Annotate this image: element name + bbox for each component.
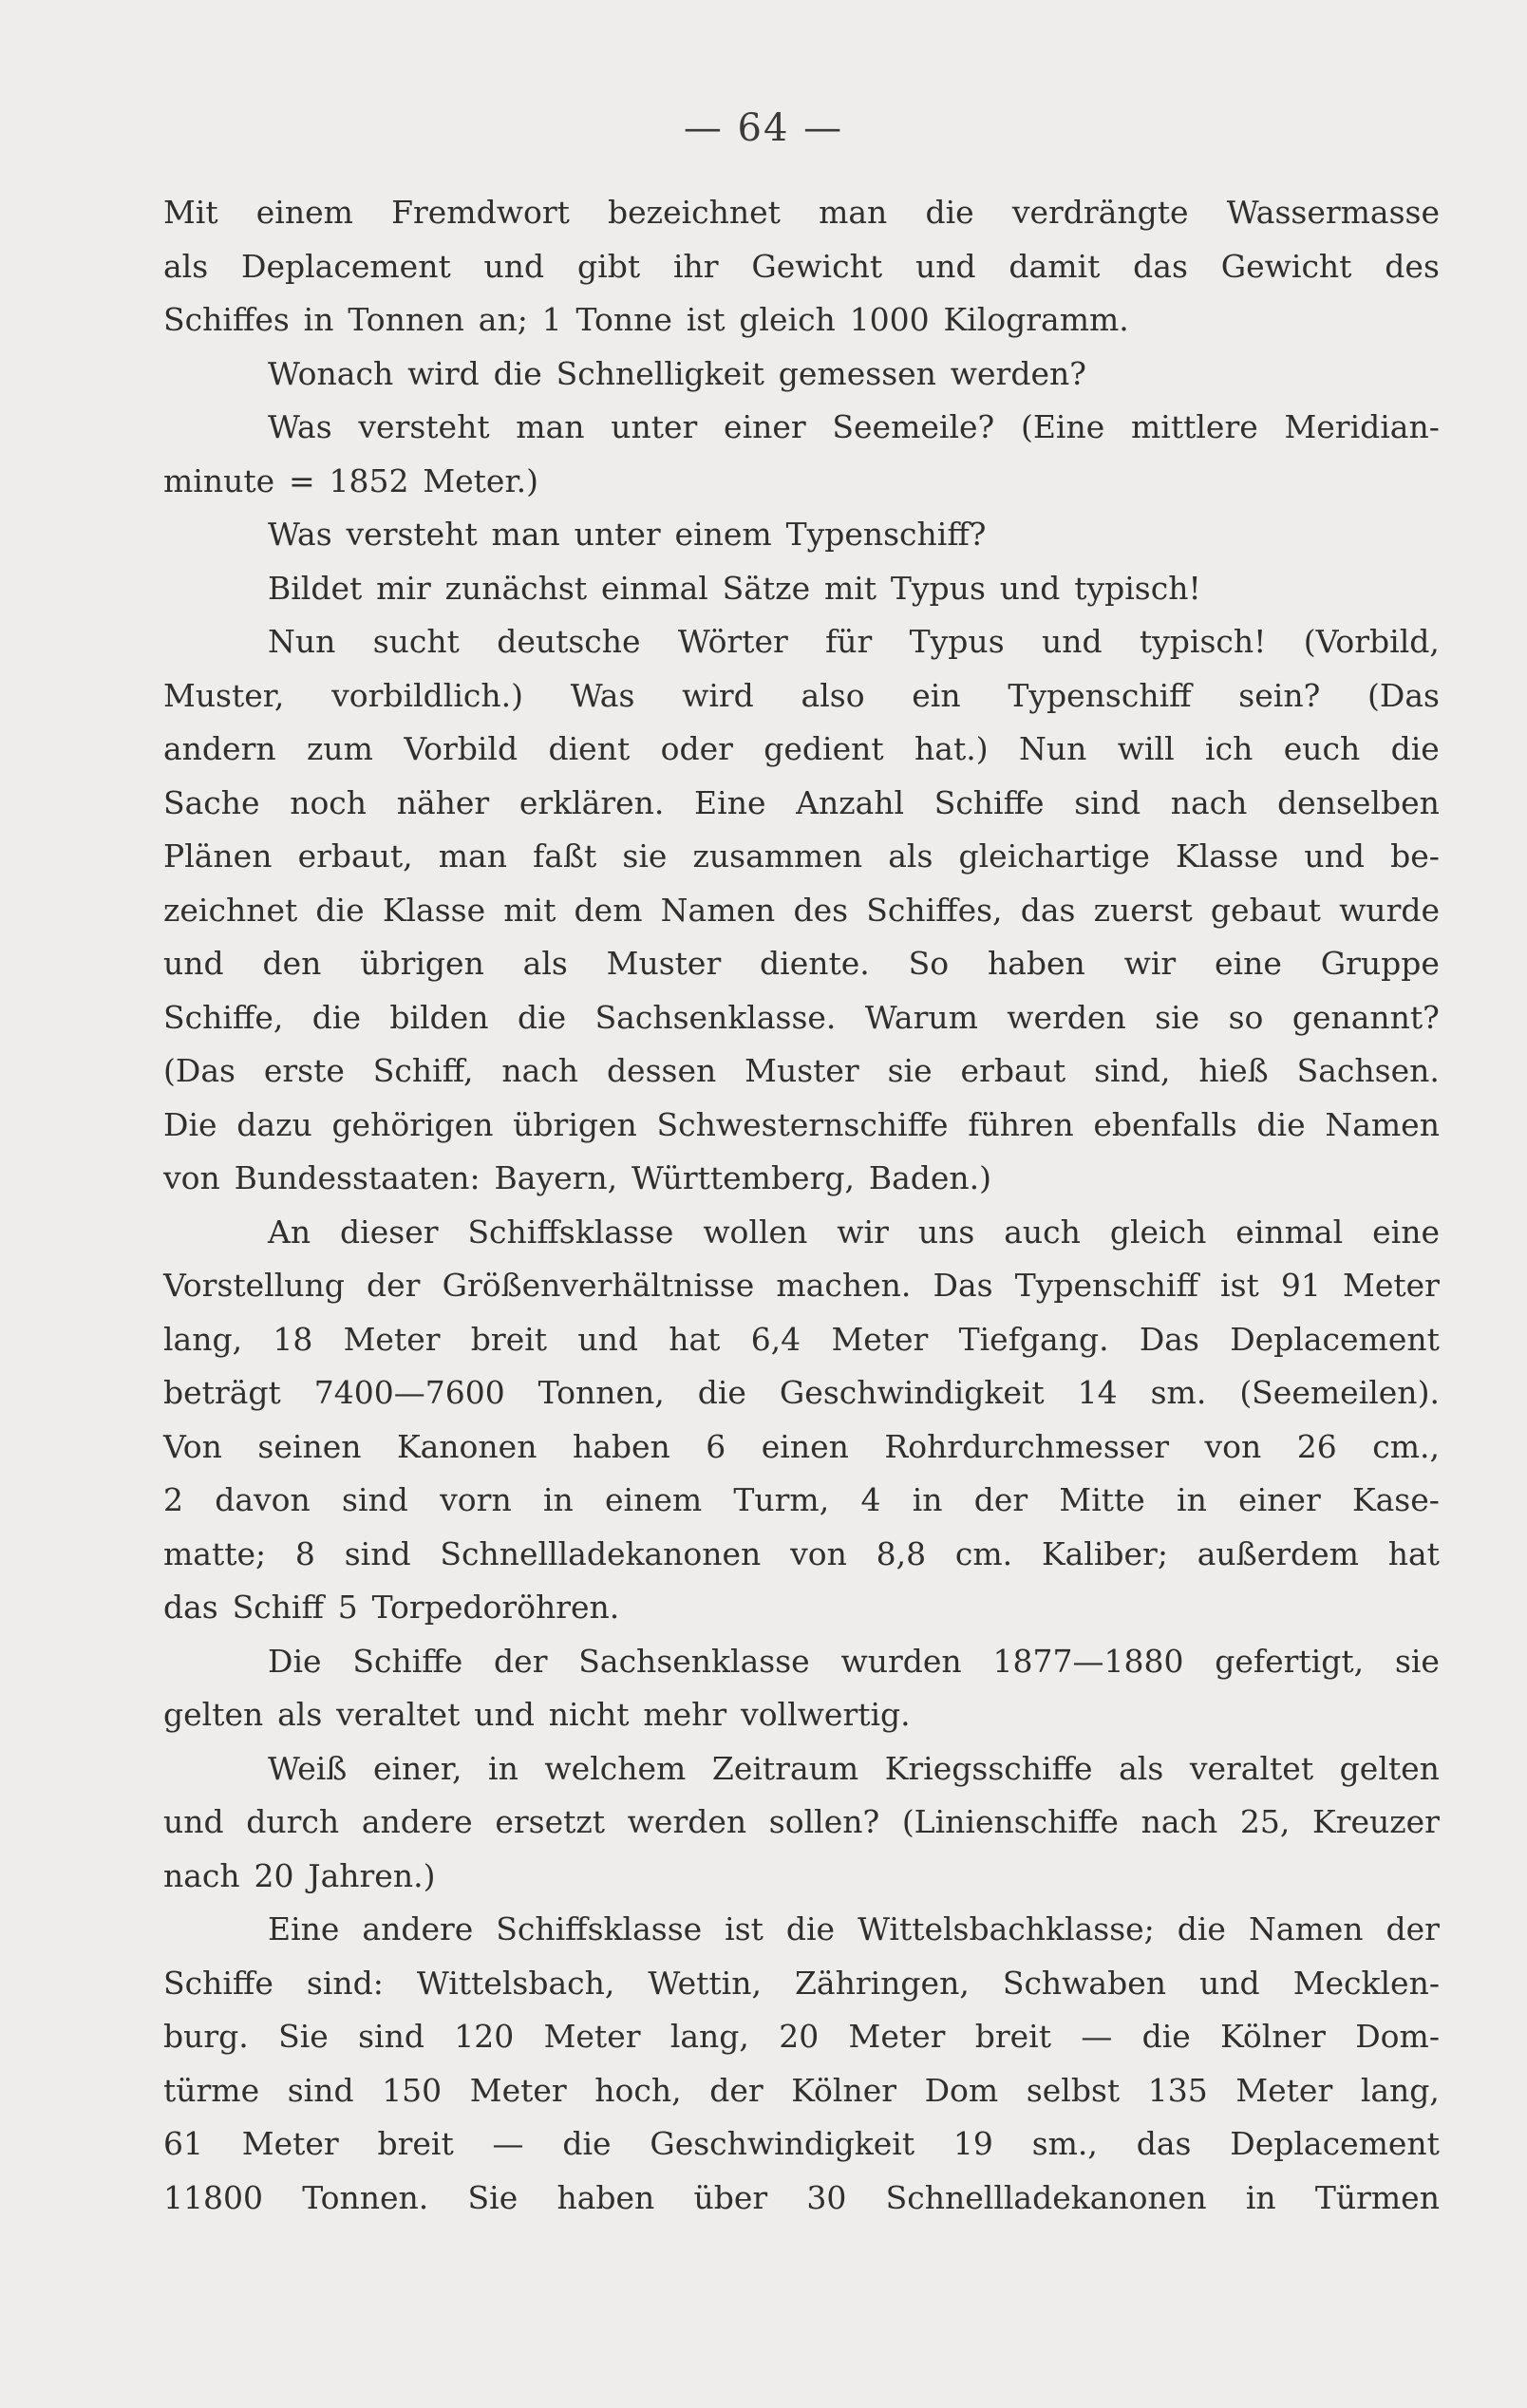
text-line: Weiß einer, in welchem Zeitraum Kriegsschiffe als veraltet gelten — [268, 1749, 1440, 1787]
paragraph — [163, 615, 1440, 1206]
text-line: nach 20 Jahren.) — [163, 1856, 436, 1894]
text-line: Wonach wird die Schnelligkeit gemessen werden? — [268, 354, 1086, 392]
body-text — [163, 186, 1440, 2225]
text-line: Mit einem Fremdwort bezeichnet man die verdrängte Wassermasse — [163, 194, 1440, 231]
paragraph — [163, 401, 1440, 508]
text-line: Was versteht man unter einer Seemeile? (Eine mittlere Meridian- — [268, 408, 1440, 445]
text-line: matte; 8 sind Schnellladekanonen von 8,8 cm. Kaliber; außerdem hat — [163, 1534, 1440, 1572]
text-line: Schiffe sind: Wittelsbach, Wettin, Zähringen, Schwaben und Mecklen- — [163, 1964, 1440, 2002]
text-line: Schiffe, die bilden die Sachsenklasse. Warum werden sie so genannt? — [163, 998, 1440, 1036]
text-line: 61 Meter breit — die Geschwindigkeit 19 sm., das Deplacement — [163, 2125, 1440, 2162]
text-line: und durch andere ersetzt werden sollen? (Linienschiffe nach 25, Kreuzer — [163, 1803, 1440, 1840]
text-line: Vorstellung der Größenverhältnisse machen. Das Typenschiff ist 91 Meter — [163, 1267, 1440, 1304]
text-line: lang, 18 Meter breit und hat 6,4 Meter Tiefgang. Das Deplacement — [163, 1320, 1440, 1358]
text-line: Muster, vorbildlich.) Was wird also ein Typenschiff sein? (Das — [163, 676, 1440, 714]
text-line: Bildet mir zunächst einmal Sätze mit Typus und typisch! — [268, 569, 1201, 607]
text-line: als Deplacement und gibt ihr Gewicht und damit das Gewicht des — [163, 247, 1440, 285]
text-line: beträgt 7400—7600 Tonnen, die Geschwindigkeit 14 sm. (Seemeilen). — [163, 1374, 1440, 1411]
paragraph — [163, 1903, 1440, 2225]
text-line: Von seinen Kanonen haben 6 einen Rohrdurchmesser von 26 cm., — [163, 1427, 1440, 1465]
text-line: Eine andere Schiffsklasse ist die Wittelsbachklasse; die Namen der — [268, 1910, 1440, 1947]
text-line: türme sind 150 Meter hoch, der Kölner Dom selbst 135 Meter lang, — [163, 2071, 1440, 2109]
paragraph — [163, 1635, 1440, 1742]
text-line: (Das erste Schiff, nach dessen Muster sie erbaut sind, hieß Sachsen. — [163, 1052, 1440, 1089]
page-number: — 64 — — [683, 106, 844, 150]
text-line: An dieser Schiffsklasse wollen wir uns auch gleich einmal eine — [268, 1213, 1440, 1251]
text-line: Schiffes in Tonnen an; 1 Tonne ist gleich 1000 Kilogramm. — [163, 301, 1129, 338]
text-line: Was versteht man unter einem Typenschiff? — [268, 516, 987, 553]
paragraph — [163, 348, 1440, 402]
text-line: gelten als veraltet und nicht mehr vollwertig. — [163, 1696, 911, 1733]
paragraph — [163, 1206, 1440, 1635]
paragraph — [163, 1742, 1440, 1904]
text-line: andern zum Vorbild dient oder gedient hat.) Nun will ich euch die — [163, 730, 1440, 767]
text-line: von Bundesstaaten: Bayern, Württemberg, Baden.) — [163, 1159, 992, 1196]
text-line: und den übrigen als Muster diente. So haben wir eine Gruppe — [163, 945, 1440, 982]
text-line: Die Schiffe der Sachsenklasse wurden 1877—1880 gefertigt, sie — [268, 1642, 1440, 1680]
text-line: Die dazu gehörigen übrigen Schwesternschiffe führen ebenfalls die Namen — [163, 1105, 1440, 1143]
text-line: Sache noch näher erklären. Eine Anzahl Schiffe sind nach denselben — [163, 783, 1440, 821]
paragraph — [163, 508, 1440, 562]
text-line: das Schiff 5 Torpedoröhren. — [163, 1589, 620, 1626]
text-line: Plänen erbaut, man faßt sie zusammen als gleichartige Klasse und be- — [163, 837, 1440, 875]
paragraph — [163, 562, 1440, 616]
text-line: burg. Sie sind 120 Meter lang, 20 Meter breit — die Kölner Dom- — [163, 2018, 1440, 2055]
text-line: Nun sucht deutsche Wörter für Typus und typisch! (Vorbild, — [268, 623, 1440, 660]
text-line: 2 davon sind vorn in einem Turm, 4 in der Mitte in einer Kase- — [163, 1481, 1440, 1518]
text-line: minute = 1852 Meter.) — [163, 461, 538, 499]
text-line: 11800 Tonnen. Sie haben über 30 Schnellladekanonen in Türmen — [163, 2178, 1440, 2216]
paragraph — [163, 186, 1440, 348]
text-line: zeichnet die Klasse mit dem Namen des Schiffes, das zuerst gebaut wurde — [163, 891, 1440, 929]
